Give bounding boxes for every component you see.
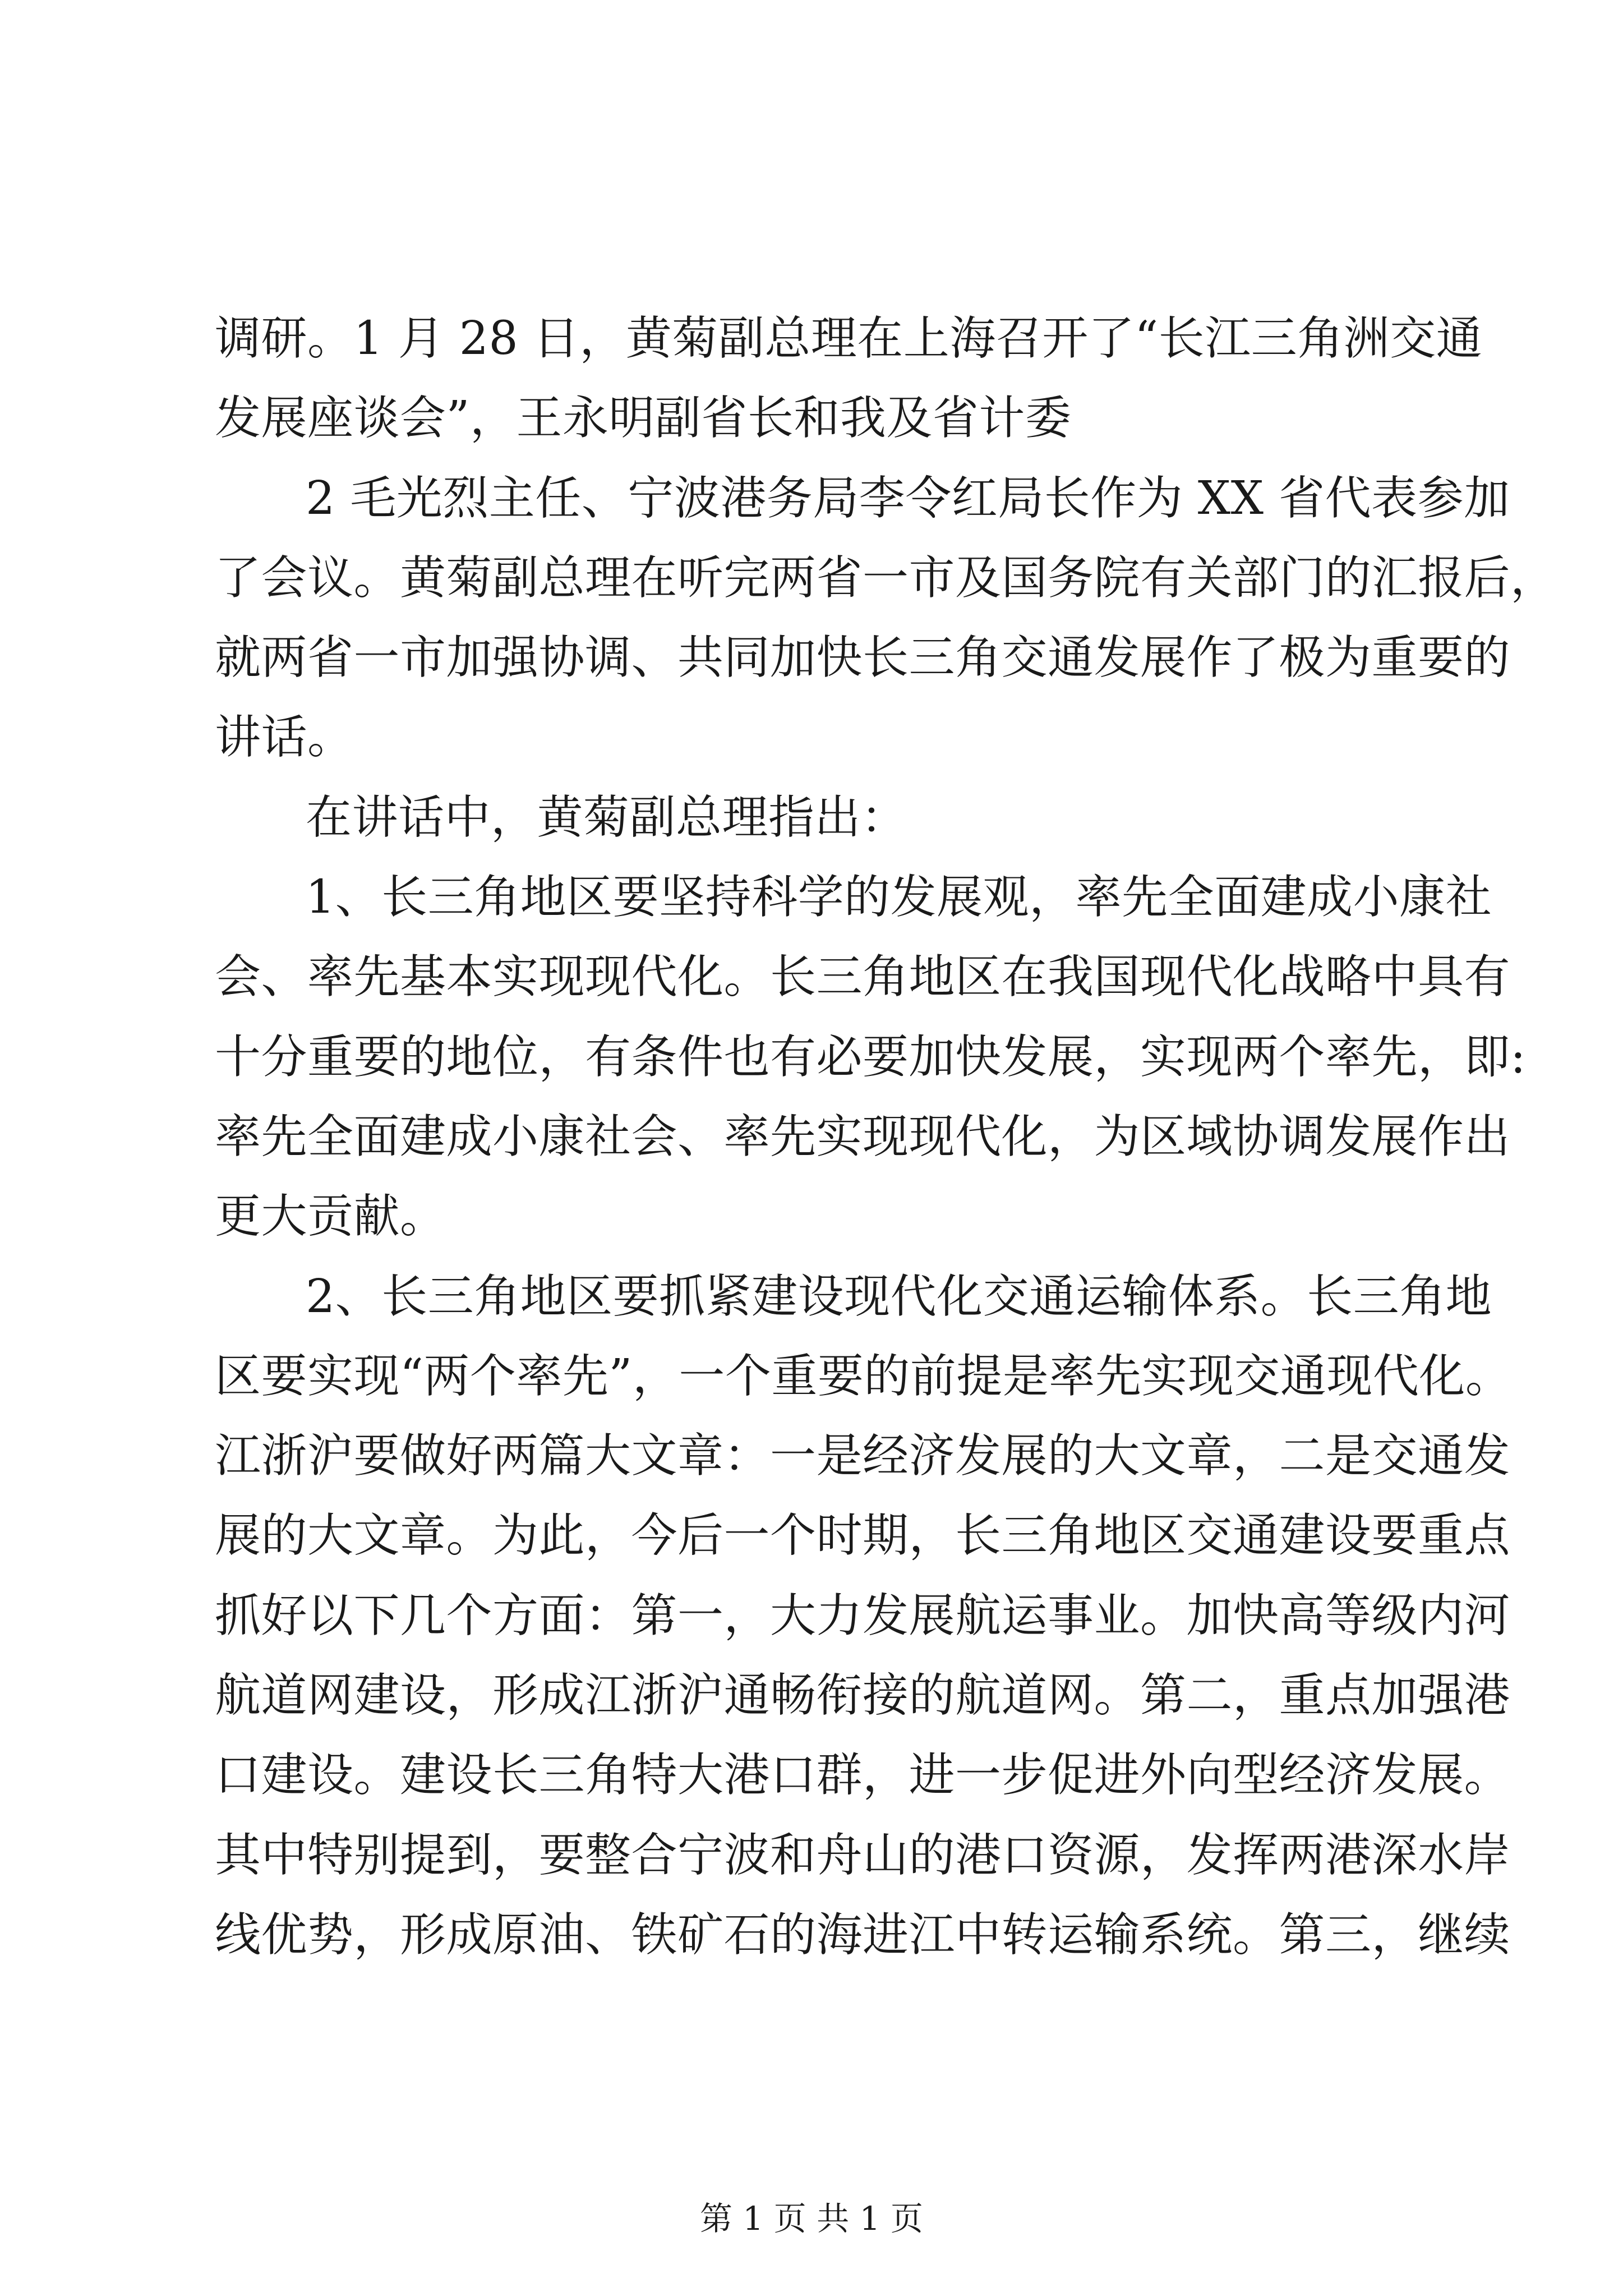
- text-line-11: 率先全面建成小康社会、率先实现现代化，为区域协调发展作出: [215, 1110, 1511, 1163]
- text-line-3: 2 毛光烈主任、宁波港务局李令红局长作为 XX 省代表参加: [306, 471, 1510, 525]
- text-line-1: 调研。1 月 28 日，黄菊副总理在上海召开了“长江三角洲交通: [215, 312, 1483, 365]
- text-line-15: 江浙沪要做好两篇大文章：一是经济发展的大文章，二是交通发: [215, 1429, 1511, 1483]
- text-line-4: 了会议。黄菊副总理在听完两省一市及国务院有关部门的汇报后，: [215, 551, 1557, 605]
- document-body: [215, 299, 1557, 1975]
- text-line-21: 线优势，形成原油、铁矿石的海进江中转运输系统。第三，继续: [215, 1908, 1511, 1962]
- text-line-10: 十分重要的地位，有条件也有必要加快发展，实现两个率先，即:: [215, 1030, 1527, 1084]
- text-line-17: 抓好以下几个方面：第一，大力发展航运事业。加快高等级内河: [215, 1589, 1511, 1642]
- text-line-6: 讲话。: [215, 711, 354, 765]
- text-line-5: 就两省一市加强协调、共同加快长三角交通发展作了极为重要的: [215, 631, 1511, 685]
- text-line-2: 发展座谈会”，王永明副省长和我及省计委: [215, 392, 1072, 445]
- text-line-16: 展的大文章。为此，今后一个时期，长三角地区交通建设要重点: [215, 1509, 1511, 1563]
- page-footer: [0, 2199, 1623, 2238]
- text-line-13: 2、长三角地区要抓紧建设现代化交通运输体系。长三角地: [306, 1269, 1492, 1323]
- page-number-label: 第 1 页 共 1 页: [700, 2200, 923, 2238]
- text-line-14: 区要实现“两个率先”，一个重要的前提是率先实现交通现代化。: [215, 1349, 1512, 1403]
- text-line-9: 会、率先基本实现现代化。长三角地区在我国现代化战略中具有: [215, 950, 1511, 1004]
- text-line-18: 航道网建设，形成江浙沪通畅衔接的航道网。第二，重点加强港: [215, 1669, 1511, 1723]
- text-line-20: 其中特别提到，要整合宁波和舟山的港口资源，发挥两港深水岸: [215, 1828, 1511, 1882]
- text-line-8: 1、长三角地区要坚持科学的发展观，率先全面建成小康社: [306, 871, 1492, 924]
- text-line-7: 在讲话中，黄菊副总理指出：: [306, 790, 907, 844]
- text-line-12: 更大贡献。: [215, 1190, 446, 1244]
- text-line-19: 口建设。建设长三角特大港口群，进一步促进外向型经济发展。: [215, 1749, 1511, 1802]
